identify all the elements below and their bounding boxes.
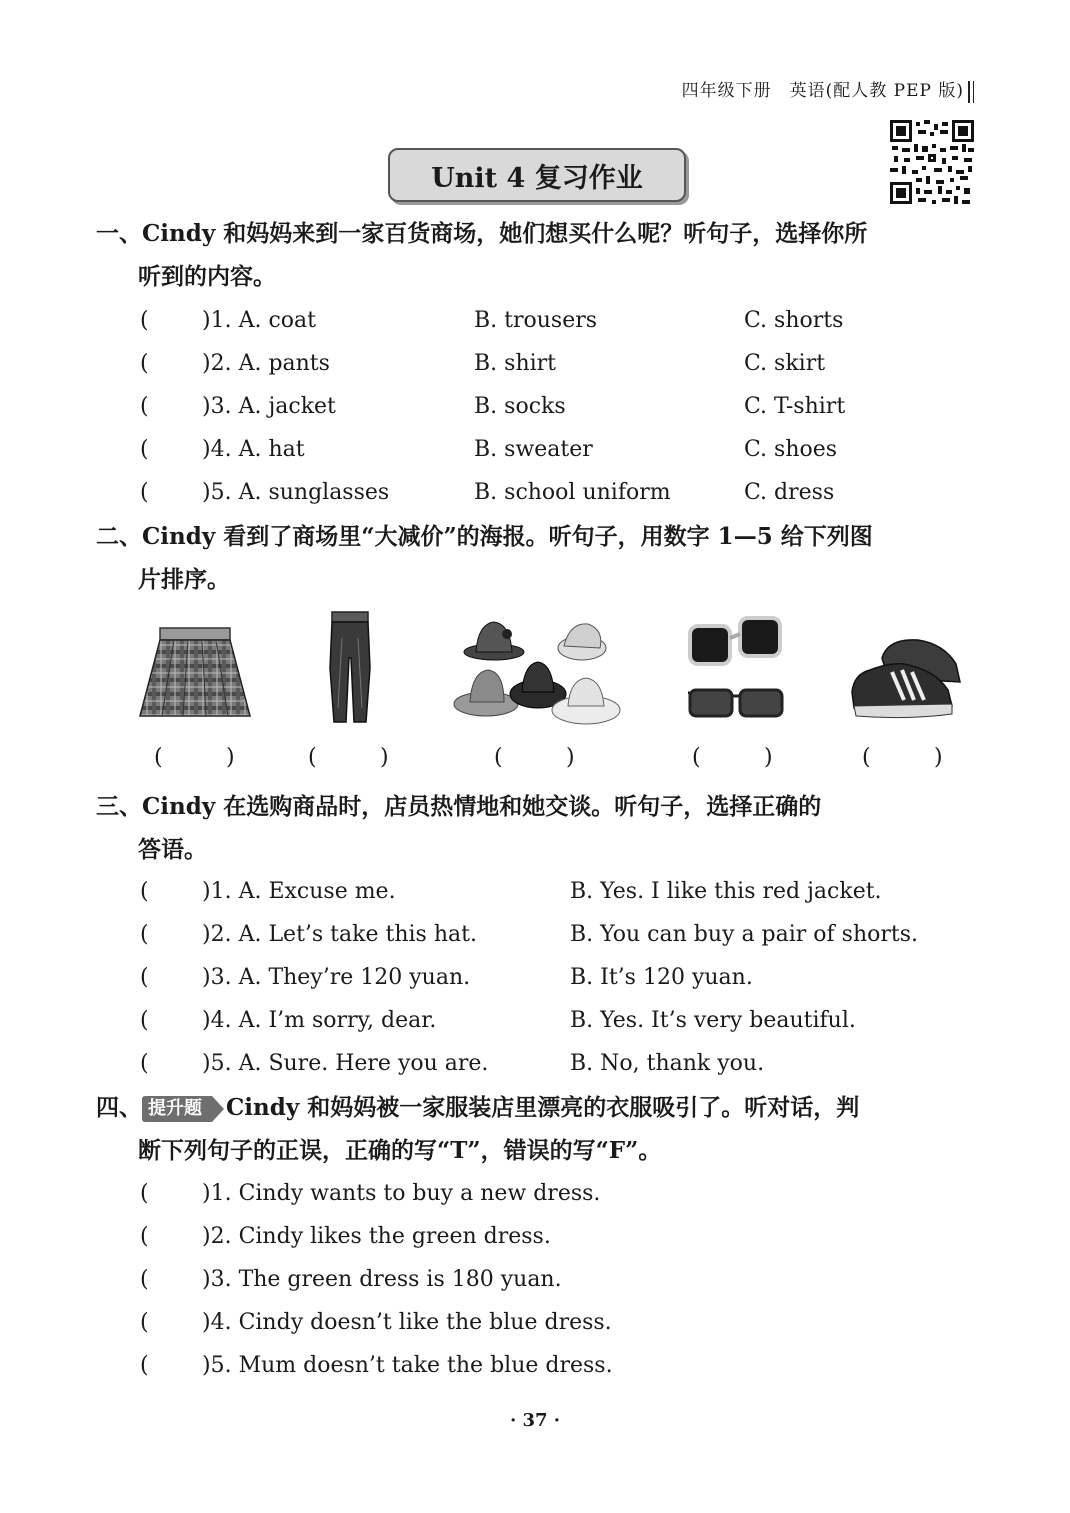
pants-picture [320,608,380,728]
blank-open: ( [154,745,163,770]
answer-blank[interactable]: ( [140,351,149,376]
shoes-picture [848,608,964,726]
picture-answer-blank[interactable] [494,745,584,779]
picture-answer-blank[interactable] [692,745,782,779]
option-a: )3. A. They’re 120 yuan. [202,965,471,990]
skirt-picture [138,608,252,728]
answer-blank[interactable]: ( [140,965,149,990]
statement: )5. Mum doesn’t take the blue dress. [202,1353,613,1378]
statement: )3. The green dress is 180 yuan. [202,1267,562,1292]
blank-open: ( [862,745,871,770]
hat-1 [464,622,524,660]
option-b: B. socks [474,394,566,419]
advanced-badge: 提升题 [142,1096,212,1122]
answer-blank[interactable]: ( [140,394,149,419]
answer-blank[interactable]: ( [140,1353,149,1378]
answer-blank[interactable]: ( [140,1310,149,1335]
blank-open: ( [308,745,317,770]
option-b: B. Yes. It’s very beautiful. [570,1008,856,1033]
hat-2 [558,624,606,660]
option-b: B. You can buy a pair of shorts. [570,922,919,947]
statement: )1. Cindy wants to buy a new dress. [202,1181,601,1206]
option-a: )4. A. hat [202,437,305,462]
statement: )4. Cindy doesn’t like the blue dress. [202,1310,612,1335]
answer-blank[interactable]: ( [140,1051,149,1076]
section-3-heading [96,785,976,871]
option-c: C. T-shirt [744,394,846,419]
page-number: · 37 · [509,1410,561,1431]
option-b: B. shirt [474,351,557,376]
section-4-line2: 断下列句子的正误，正确的写“T”，错误的写“F”。 [138,1137,662,1164]
option-a: )1. A. Excuse me. [202,879,396,904]
sunglasses-2 [688,690,782,716]
option-a: )2. A. pants [202,351,330,376]
blank-close: ) [934,745,943,770]
option-a: )4. A. I’m sorry, dear. [202,1008,437,1033]
statement: )2. Cindy likes the green dress. [202,1224,551,1249]
option-c: C. shorts [744,308,844,333]
blank-close: ) [566,745,575,770]
hats-picture [452,608,624,730]
option-b: B. sweater [474,437,593,462]
header-bar [968,81,974,103]
section-2-heading [96,515,976,601]
section-3-line2: 答语。 [138,836,207,863]
option-a: )5. A. Sure. Here you are. [202,1051,489,1076]
option-c: C. skirt [744,351,826,376]
blank-close: ) [226,745,235,770]
blank-open: ( [494,745,503,770]
answer-blank[interactable]: ( [140,1181,149,1206]
section-4-heading [96,1086,976,1172]
option-b: B. school uniform [474,480,671,505]
hat-4 [510,662,566,708]
option-b: B. trousers [474,308,598,333]
blank-close: ) [764,745,773,770]
answer-blank[interactable]: ( [140,1008,149,1033]
section-3-line1: 三、Cindy 在选购商品时，店员热情地和她交谈。听句子，选择正确的 [96,793,822,820]
option-b: B. It’s 120 yuan. [570,965,753,990]
answer-blank[interactable]: ( [140,437,149,462]
answer-blank[interactable]: ( [140,922,149,947]
sunglasses-picture [688,608,788,726]
hat-5 [552,678,620,724]
sunglasses-1 [690,618,780,664]
blank-open: ( [692,745,701,770]
option-a: )5. A. sunglasses [202,480,390,505]
answer-blank[interactable]: ( [140,308,149,333]
page-header [682,76,974,103]
blank-close: ) [380,745,389,770]
qr-code-icon[interactable] [890,120,974,204]
section-2-line1: 二、Cindy 看到了商场里“大减价”的海报。听句子，用数字 1—5 给下列图 [96,523,873,550]
page-title: Unit 4 复习作业 [388,148,686,202]
answer-blank[interactable]: ( [140,480,149,505]
option-b: B. No, thank you. [570,1051,765,1076]
section-2-line2: 片排序。 [138,566,230,593]
header-text: 四年级下册 英语(配人教 PEP 版) [681,81,964,101]
picture-answer-blank[interactable] [862,745,952,779]
answer-blank[interactable]: ( [140,1224,149,1249]
picture-answer-blank[interactable] [154,745,244,779]
answer-blank[interactable]: ( [140,879,149,904]
option-a: )3. A. jacket [202,394,336,419]
hat-3 [454,670,518,716]
option-a: )1. A. coat [202,308,316,333]
section-1-heading [96,212,976,298]
section-4-line1: Cindy 和妈妈被一家服装店里漂亮的衣服吸引了。听对话，判 [226,1094,860,1121]
option-a: )2. A. Let’s take this hat. [202,922,477,947]
option-c: C. dress [744,480,835,505]
answer-blank[interactable]: ( [140,1267,149,1292]
option-b: B. Yes. I like this red jacket. [570,879,882,904]
section-1-line2: 听到的内容。 [138,263,276,290]
option-c: C. shoes [744,437,838,462]
section-1-line1: 一、Cindy 和妈妈来到一家百货商场，她们想买什么呢？听句子，选择你所 [96,220,868,247]
picture-answer-blank[interactable] [308,745,398,779]
section-4-prefix: 四、 [96,1094,142,1121]
